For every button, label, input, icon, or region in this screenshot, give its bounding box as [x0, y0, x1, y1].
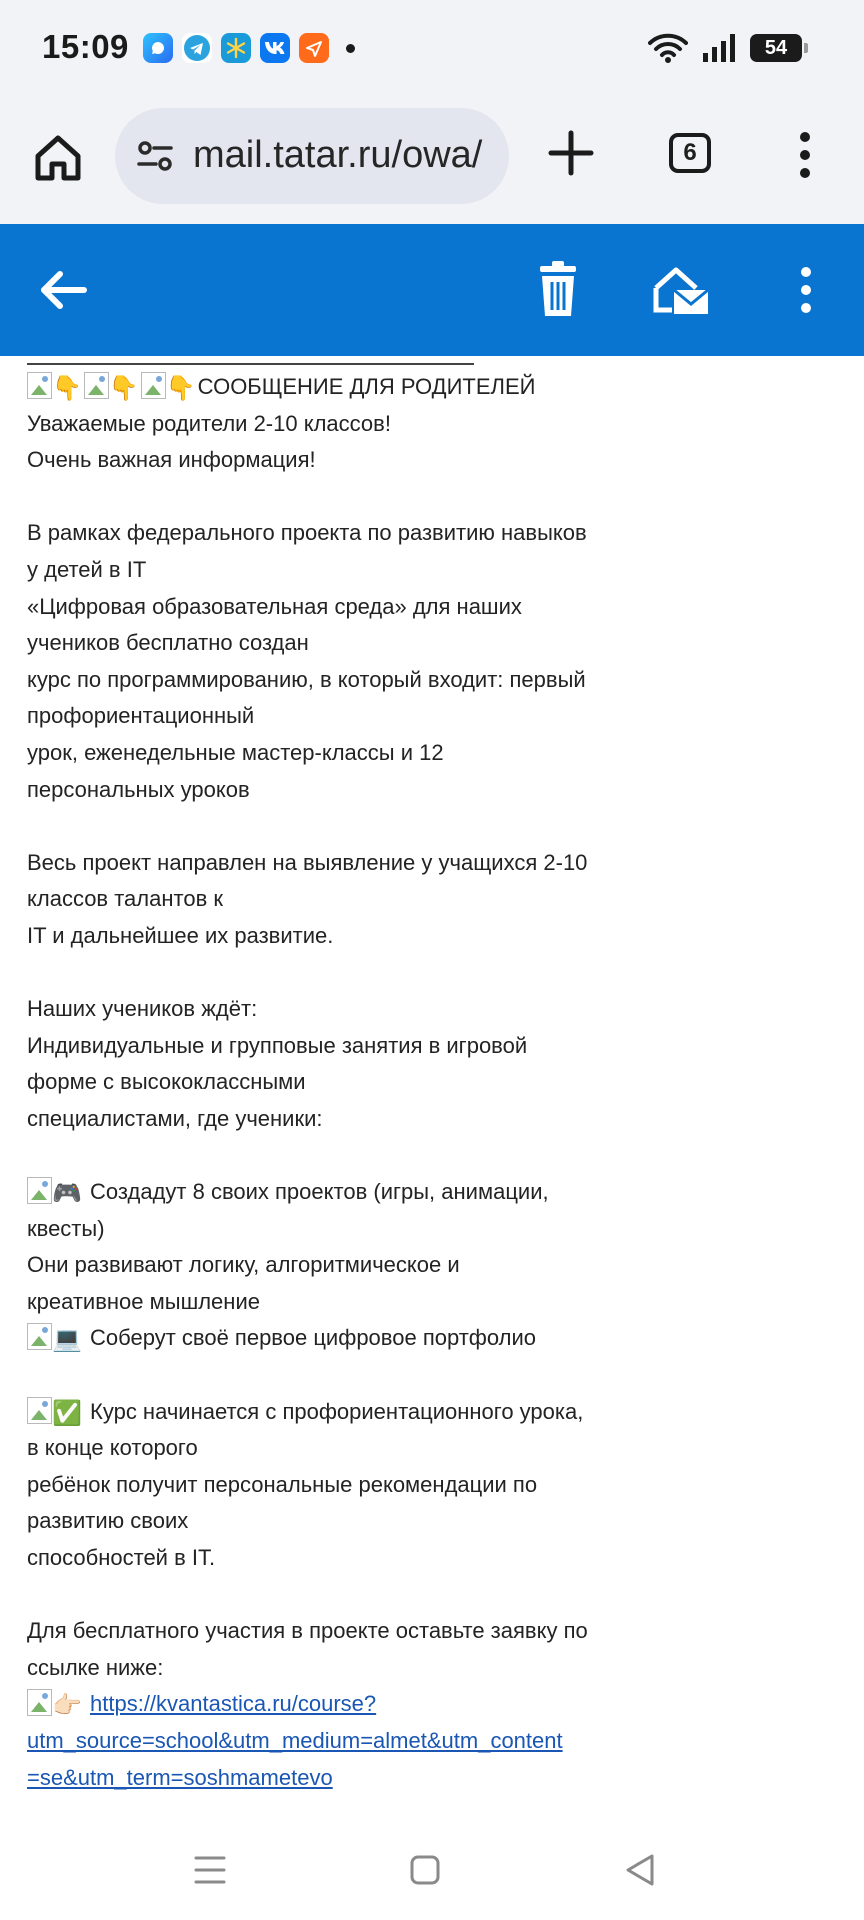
text-line: «Цифровая образовательная среда» для наших [27, 593, 522, 619]
signal-icon [702, 33, 736, 63]
blank-line [27, 808, 647, 845]
text-line: форме с высококлассными [27, 1069, 306, 1095]
battery-indicator: 54 [750, 34, 802, 62]
course-link-continued[interactable]: utm_source=school&utm_medium=almet&utm_content [27, 1727, 563, 1753]
text-line: способностей в IT. [27, 1545, 216, 1570]
delete-icon[interactable] [528, 260, 588, 320]
more-options-icon[interactable] [776, 260, 836, 320]
text-line: Весь проект направлен на выявление у учащихся 2-10 [27, 849, 588, 875]
back-nav-icon[interactable] [620, 1850, 660, 1890]
link-line [27, 1686, 647, 1723]
browser-menu-icon[interactable] [790, 128, 820, 182]
home-nav-icon[interactable] [405, 1850, 445, 1890]
max-messenger-icon [143, 33, 173, 63]
text-line: развитию своих [27, 1508, 189, 1534]
status-bar [0, 0, 864, 100]
broken-image-icon [27, 372, 52, 399]
message-header [27, 369, 647, 406]
system-nav-bar [0, 1820, 864, 1920]
text-line: В рамках федерального проекта по развитию навыков [27, 520, 587, 546]
recent-apps-icon[interactable] [190, 1850, 230, 1890]
gamepad-emoji: 🎮 [52, 1180, 82, 1208]
blank-line [27, 1357, 647, 1394]
text-line: Они развивают логику, алгоритмическое и [27, 1252, 460, 1278]
header-text: СООБЩЕНИЕ ДЛЯ РОДИТЕЛЕЙ [197, 374, 536, 399]
new-tab-icon[interactable] [545, 127, 597, 179]
text-line: классов талантов к [27, 886, 224, 912]
check-mark-emoji: ✅ [52, 1399, 82, 1427]
telegram-icon [182, 33, 212, 63]
text-line: Очень важная информация! [27, 447, 316, 473]
text-line: учеников бесплатно создан [27, 630, 309, 656]
vk-icon [260, 33, 290, 63]
broken-image-icon [27, 1397, 52, 1424]
text-line: в конце которого [27, 1435, 198, 1461]
vk-send-icon [299, 33, 329, 63]
text-line: персональных уроков [27, 776, 250, 802]
wifi-icon [648, 33, 688, 63]
broken-image-icon [141, 372, 166, 399]
tab-switcher-button[interactable]: 6 [669, 133, 711, 173]
more-notifications-dot [346, 44, 355, 53]
text-line: Соберут своё первое цифровое портфолио [90, 1325, 537, 1351]
portfolio-line [27, 1320, 647, 1357]
laptop-emoji: 💻 [52, 1326, 82, 1354]
broken-image-icon [27, 1177, 52, 1204]
broken-image-icon [27, 1323, 52, 1350]
status-time: 15:09 [42, 28, 129, 65]
blank-line [27, 1577, 647, 1614]
text-line: у детей в IT [27, 556, 147, 582]
text-line: квесты) [27, 1215, 105, 1241]
snowflake-app-icon [221, 33, 251, 63]
text-line: курс по программированию, в который входит: первый [27, 666, 586, 692]
text-line: ссылке ниже: [27, 1654, 164, 1680]
browser-toolbar [0, 100, 864, 224]
point-right-emoji: 👉🏻 [52, 1692, 82, 1720]
text-line: Индивидуальные и групповые занятия в игровой [27, 1032, 528, 1058]
text-line: Уважаемые родители 2-10 классов! [27, 410, 391, 436]
point-down-emoji: 👇 [108, 375, 139, 402]
course-start-line [27, 1394, 647, 1431]
notification-icons [143, 33, 355, 63]
mail-toolbar [0, 224, 864, 356]
text-line: Для бесплатного участия в проекте оставьте заявку по [27, 1618, 588, 1644]
text-line: креативное мышление [27, 1288, 260, 1314]
course-link[interactable]: https://kvantastica.ru/course? [90, 1691, 377, 1717]
text-line: Курс начинается с профориентационного урока, [90, 1398, 584, 1424]
text-line: Наших учеников ждёт: [27, 996, 258, 1022]
text-line: ребёнок получит персональные рекомендации по [27, 1471, 538, 1497]
message-body [27, 356, 647, 1796]
blank-line [27, 1137, 647, 1174]
text-line: специалистами, где ученики: [27, 1105, 323, 1131]
url-bar[interactable] [115, 108, 509, 204]
home-icon[interactable] [30, 130, 86, 186]
url-text: mail.tatar.ru/owa/ [193, 134, 483, 176]
blank-line [27, 955, 647, 992]
mark-unread-icon[interactable] [652, 260, 712, 320]
site-settings-icon[interactable] [135, 136, 175, 176]
broken-image-icon [27, 1689, 52, 1716]
system-icons [648, 33, 802, 63]
blank-line [27, 479, 647, 516]
text-line: IT и дальнейшее их развитие. [27, 922, 334, 948]
text-line: урок, еженедельные мастер-классы и 12 [27, 739, 444, 765]
point-down-emoji: 👇 [52, 375, 82, 402]
course-link-continued[interactable]: =se&utm_term=soshmametevo [27, 1764, 333, 1790]
back-arrow-icon[interactable] [34, 260, 94, 320]
projects-line [27, 1174, 647, 1211]
divider [27, 363, 474, 365]
text-line: профориентационный [27, 703, 255, 729]
text-line: Создадут 8 своих проектов (игры, анимации, [90, 1179, 549, 1205]
broken-image-icon [84, 372, 109, 399]
point-down-emoji: 👇 [165, 375, 196, 402]
